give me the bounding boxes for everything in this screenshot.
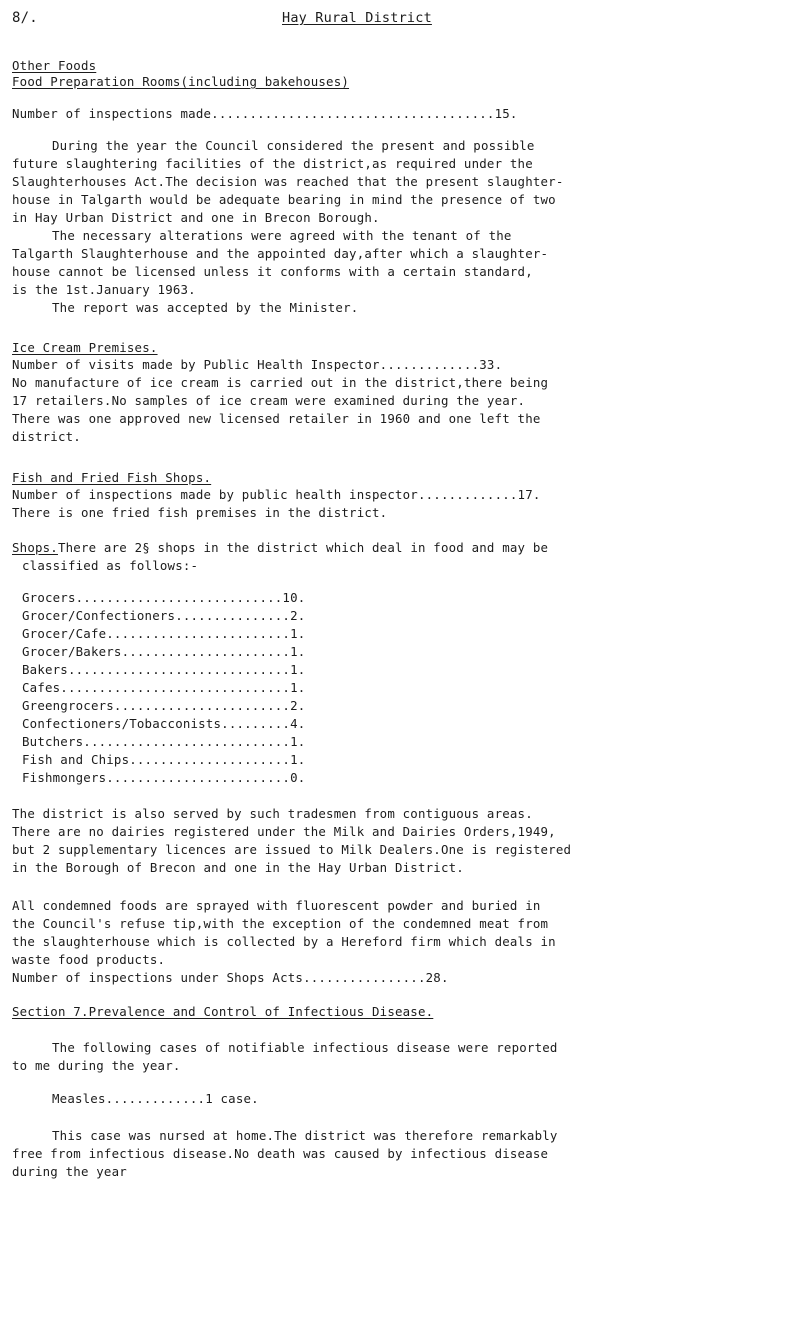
slaughter-paragraph-line: Slaughterhouses Act.The decision was reached that the present slaughter-: [12, 174, 564, 189]
slaughter-paragraph-line: The necessary alterations were agreed with the tenant of the: [52, 228, 512, 243]
slaughter-paragraph-line: future slaughtering facilities of the district,as required under the: [12, 156, 533, 171]
closing-line: during the year: [12, 1164, 127, 1179]
section-7-intro-line: to me during the year.: [12, 1058, 181, 1073]
food-prep-inspections: Number of inspections made.....................................15.: [12, 106, 518, 121]
closing-line: This case was nursed at home.The district was therefore remarkably: [52, 1128, 558, 1143]
shops-intro-line-2: classified as follows:-: [22, 558, 199, 573]
slaughter-paragraph-line: The report was accepted by the Minister.: [52, 300, 359, 315]
section-7-intro-line: The following cases of notifiable infectious disease were reported: [52, 1040, 558, 1055]
measles-cases: Measles.............1 case.: [52, 1091, 259, 1106]
page-number: 8/.: [12, 10, 38, 26]
shop-list-item: Grocer/Cafe........................1.: [22, 626, 306, 641]
condemned-foods-line: the slaughterhouse which is collected by a Hereford firm which deals in: [12, 934, 556, 949]
ice-cream-heading: Ice Cream Premises.: [12, 340, 158, 355]
shops-intro-text: There are 2§ shops in the district which deal in food and may be: [57, 540, 549, 555]
ice-cream-visits: Number of visits made by Public Health Inspector.............33.: [12, 357, 503, 372]
shop-list-item: Grocer/Bakers......................1.: [22, 644, 306, 659]
section-7-heading: Section 7.Prevalence and Control of Infectious Disease.: [12, 1004, 434, 1019]
shop-list-item: Grocers...........................10.: [22, 590, 306, 605]
food-preparation-subheading: Food Preparation Rooms(including bakehouses): [12, 74, 350, 89]
shop-list-item: Confectioners/Tobacconists.........4.: [22, 716, 306, 731]
shop-list-item: Greengrocers.......................2.: [22, 698, 306, 713]
shops-acts-inspections: Number of inspections under Shops Acts................28.: [12, 970, 449, 985]
condemned-foods-line: the Council's refuse tip,with the exception of the condemned meat from: [12, 916, 549, 931]
fish-shops-heading: Fish and Fried Fish Shops.: [12, 470, 212, 485]
condemned-foods-line: waste food products.: [12, 952, 166, 967]
dairies-paragraph-line: but 2 supplementary licences are issued to Milk Dealers.One is registered: [12, 842, 572, 857]
dairies-paragraph-line: in the Borough of Brecon and one in the Hay Urban District.: [12, 860, 464, 875]
ice-cream-line: district.: [12, 429, 81, 444]
ice-cream-line: 17 retailers.No samples of ice cream were examined during the year.: [12, 393, 526, 408]
shop-list-item: Bakers.............................1.: [22, 662, 306, 677]
shop-list-item: Cafes..............................1.: [22, 680, 306, 695]
ice-cream-line: There was one approved new licensed retailer in 1960 and one left the: [12, 411, 541, 426]
shop-list-item: Fishmongers........................0.: [22, 770, 306, 785]
other-foods-heading: Other Foods: [12, 58, 97, 73]
page-title: Hay Rural District: [282, 10, 432, 26]
shops-heading: Shops.: [12, 540, 58, 555]
shop-list-item: Fish and Chips.....................1.: [22, 752, 306, 767]
shops-intro: [12, 540, 548, 556]
shop-list-item: Grocer/Confectioners...............2.: [22, 608, 306, 623]
slaughter-paragraph-line: in Hay Urban District and one in Brecon Borough.: [12, 210, 380, 225]
dairies-paragraph-line: The district is also served by such tradesmen from contiguous areas.: [12, 806, 533, 821]
condemned-foods-line: All condemned foods are sprayed with fluorescent powder and buried in: [12, 898, 541, 913]
ice-cream-line: No manufacture of ice cream is carried out in the district,there being: [12, 375, 549, 390]
slaughter-paragraph-line: During the year the Council considered the present and possible: [52, 138, 535, 153]
slaughter-paragraph-line: Talgarth Slaughterhouse and the appointed day,after which a slaughter-: [12, 246, 549, 261]
slaughter-paragraph-line: house cannot be licensed unless it conforms with a certain standard,: [12, 264, 533, 279]
slaughter-paragraph-line: is the 1st.January 1963.: [12, 282, 196, 297]
shop-list-item: Butchers...........................1.: [22, 734, 306, 749]
fish-shops-inspections: Number of inspections made by public health inspector.............17.: [12, 487, 541, 502]
dairies-paragraph-line: There are no dairies registered under the Milk and Dairies Orders,1949,: [12, 824, 556, 839]
closing-line: free from infectious disease.No death was caused by infectious disease: [12, 1146, 549, 1161]
slaughter-paragraph-line: house in Talgarth would be adequate bearing in mind the presence of two: [12, 192, 556, 207]
fish-shops-line: There is one fried fish premises in the district.: [12, 505, 388, 520]
